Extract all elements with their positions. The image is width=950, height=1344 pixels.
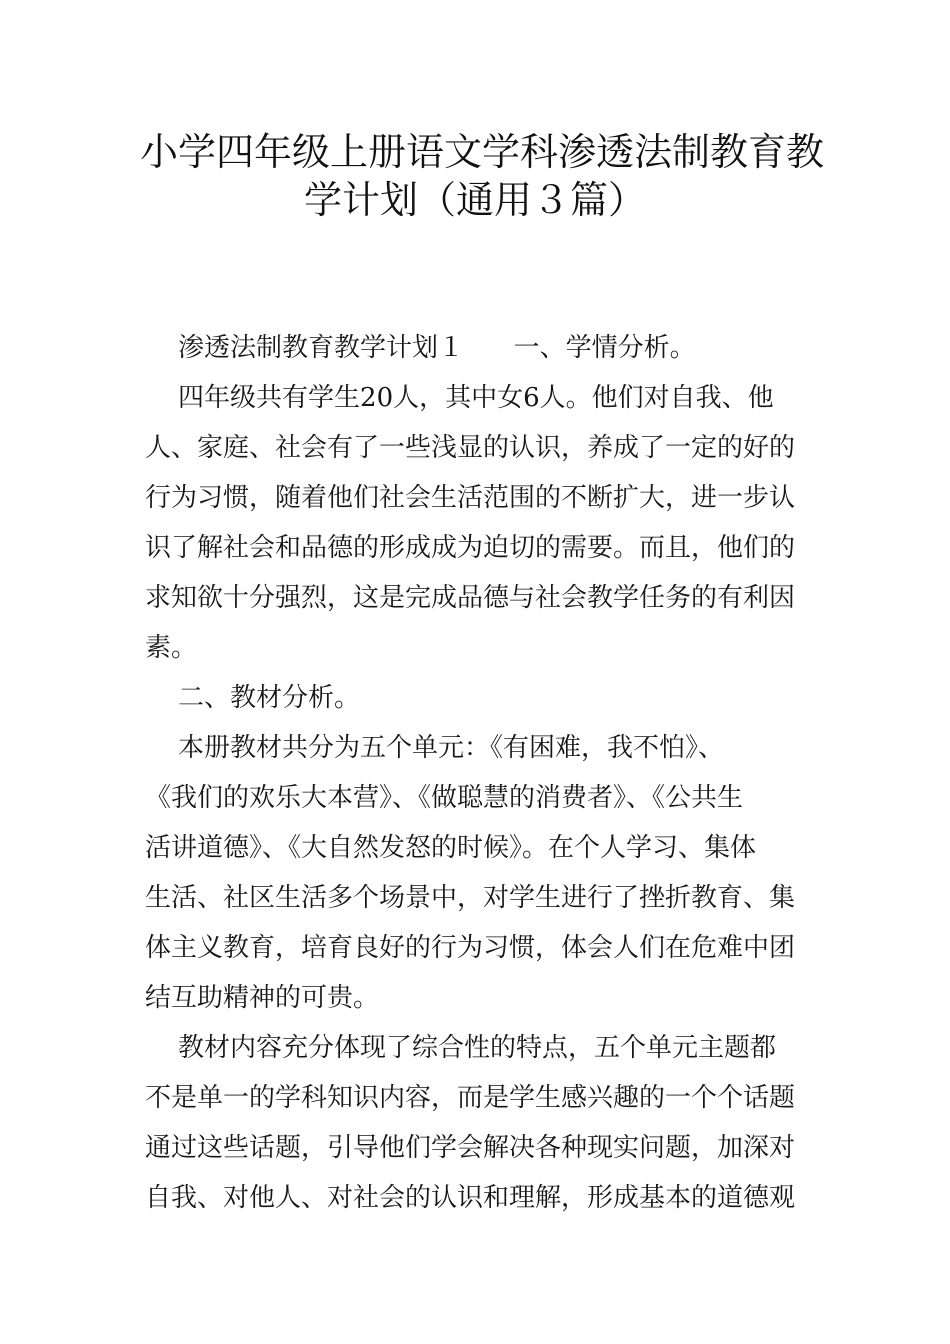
body-line: 本册教材共分为五个单元：《有困难，我不怕》、 <box>145 733 725 763</box>
body-line: 结互助精神的可贵。 <box>145 983 380 1013</box>
body-line: 识了解社会和品德的形成成为迫切的需要。而且，他们的 <box>145 533 796 563</box>
body-line: 四年级共有学生20人，其中女6人。他们对自我、他 <box>145 383 774 413</box>
body-line: 二、教材分析。 <box>145 683 361 713</box>
body-line: 《我们的欢乐大本营》、《做聪慧的消费者》、《公共生 <box>145 783 744 813</box>
document-title-line-1: 小学四年级上册语文学科渗透法制教育教 <box>140 130 825 174</box>
body-line: 行为习惯，随着他们社会生活范围的不断扩大，进一步认 <box>145 483 796 513</box>
document-title-line-2: 学计划（通用３篇） <box>303 178 646 222</box>
document-body <box>145 323 810 1223</box>
body-line: 生活、社区生活多个场景中，对学生进行了挫折教育、集 <box>145 883 796 913</box>
body-line: 不是单一的学科知识内容，而是学生感兴趣的一个个话题 <box>145 1083 796 1113</box>
body-line: 活讲道德》、《大自然发怒的时候》。在个人学习、集体 <box>145 833 757 863</box>
body-line: 教材内容充分体现了综合性的特点，五个单元主题都 <box>145 1033 777 1063</box>
body-line: 素。 <box>145 633 198 663</box>
body-line: 求知欲十分强烈，这是完成品德与社会教学任务的有利因 <box>145 583 796 613</box>
body-line: 通过这些话题，引导他们学会解决各种现实问题，加深对 <box>145 1133 796 1163</box>
body-line: 人、家庭、社会有了一些浅显的认识，养成了一定的好的 <box>145 433 796 463</box>
body-line: 渗透法制教育教学计划１ 一、学情分析。 <box>145 333 696 363</box>
body-line: 自我、对他人、对社会的认识和理解，形成基本的道德观 <box>145 1183 796 1213</box>
body-line: 体主义教育，培育良好的行为习惯，体会人们在危难中团 <box>145 933 796 963</box>
